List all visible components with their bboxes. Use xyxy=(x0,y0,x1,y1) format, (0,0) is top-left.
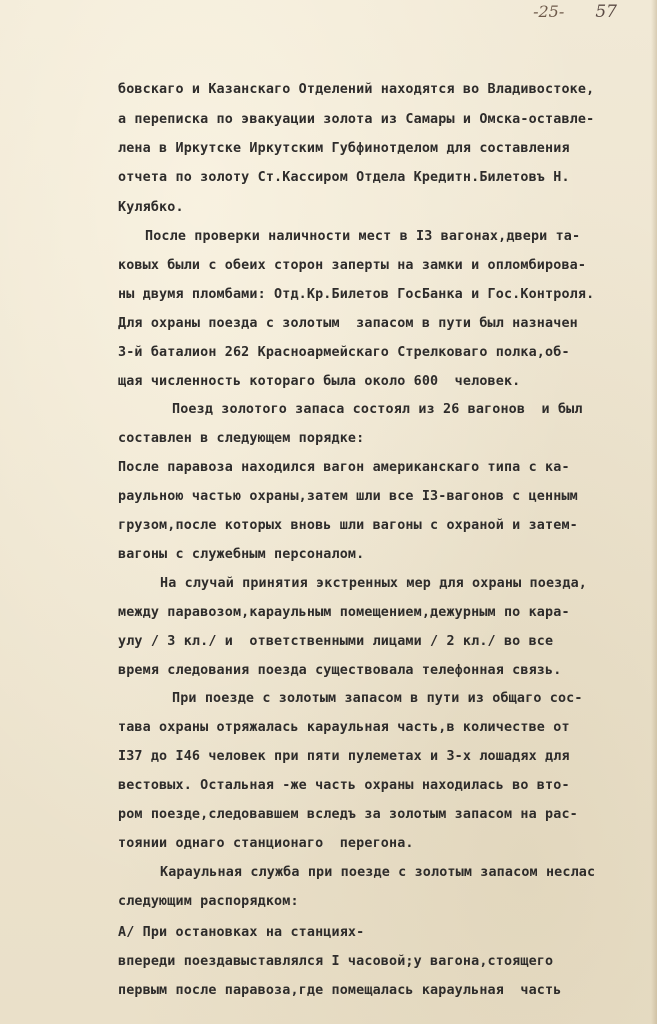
text-line: лена в Иркутске Иркутским Губфинотделом для составления xyxy=(118,141,570,156)
text-line: раульною частью охраны,затем шли все I3-вагонов с ценным xyxy=(118,489,578,504)
text-line: улу / 3 кл./ и ответственными лицами / 2 кл./ во все xyxy=(118,634,554,649)
text-line: отчета по золоту Ст.Кассиром Отдела Кредитн.Билетовъ Н. xyxy=(118,170,570,185)
text-line: Поезд золотого запаса состоял из 26 вагонов и был xyxy=(172,402,583,417)
text-line: грузом,после которых вновь шли вагоны с охраной и затем- xyxy=(118,518,578,533)
text-line: бовскаго и Казанскаго Отделений находятся во Владивостоке, xyxy=(118,82,595,97)
text-line: щая численность котораго была около 600 человек. xyxy=(118,374,521,389)
text-line: После паравоза находился вагон американскаго типа с ка- xyxy=(118,460,570,475)
text-line: После проверки наличности мест в I3 вагонах,двери та- xyxy=(145,229,581,244)
text-line: Кулябко. xyxy=(118,200,184,215)
text-line: I37 до I46 человек при пяти пулеметах и 3-х лошадях для xyxy=(118,749,570,764)
page-number-first: -25- xyxy=(533,2,565,21)
text-line: ковых были с обеих сторон заперты на замки и опломбирова- xyxy=(118,258,587,273)
text-line: Караульная служба при поезде с золотым запасом неслас xyxy=(160,865,596,880)
text-line: 3-й баталион 262 Красноармейскаго Стрелковаго полка,об- xyxy=(118,345,570,360)
text-line: впереди поездавыставлялся I часовой;у вагона,стоящего xyxy=(118,954,554,969)
text-line: составлен в следующем порядке: xyxy=(118,431,365,446)
text-line: а переписка по эвакуации золота из Самары и Омска-оставле- xyxy=(118,112,595,127)
text-line: Для охраны поезда с золотым запасом в пути был назначен xyxy=(118,316,578,331)
text-line: А/ При остановках на станциях- xyxy=(118,925,365,940)
text-line: На случай принятия экстренных мер для охраны поезда, xyxy=(160,576,588,591)
text-line: вестовых. Остальная -же часть охраны находилась во вто- xyxy=(118,778,570,793)
text-line: между паравозом,караульным помещением,дежурным по кара- xyxy=(118,605,570,620)
text-line: ром поезде,следовавшем вследъ за золотым запасом на рас- xyxy=(118,807,578,822)
text-line: следующим распорядком: xyxy=(118,894,299,909)
page-edge-shadow xyxy=(651,0,657,1024)
text-line: тава охраны отряжалась караульная часть,в количестве от xyxy=(118,720,570,735)
text-line: время следования поезда существовала телефонная связь. xyxy=(118,663,562,678)
page-number-second: 57 xyxy=(595,2,617,22)
text-line: При поезде с золотым запасом в пути из общаго сос- xyxy=(172,691,583,706)
page-numbers xyxy=(507,2,617,22)
text-line: тоянии однаго станционаго перегона. xyxy=(118,836,414,851)
text-line: первым после паравоза,где помещалась караульная часть xyxy=(118,983,562,998)
text-line: ны двумя пломбами: Отд.Кр.Билетов ГосБанка и Гос.Контроля. xyxy=(118,287,595,302)
text-line: вагоны с служебным персоналом. xyxy=(118,547,365,562)
